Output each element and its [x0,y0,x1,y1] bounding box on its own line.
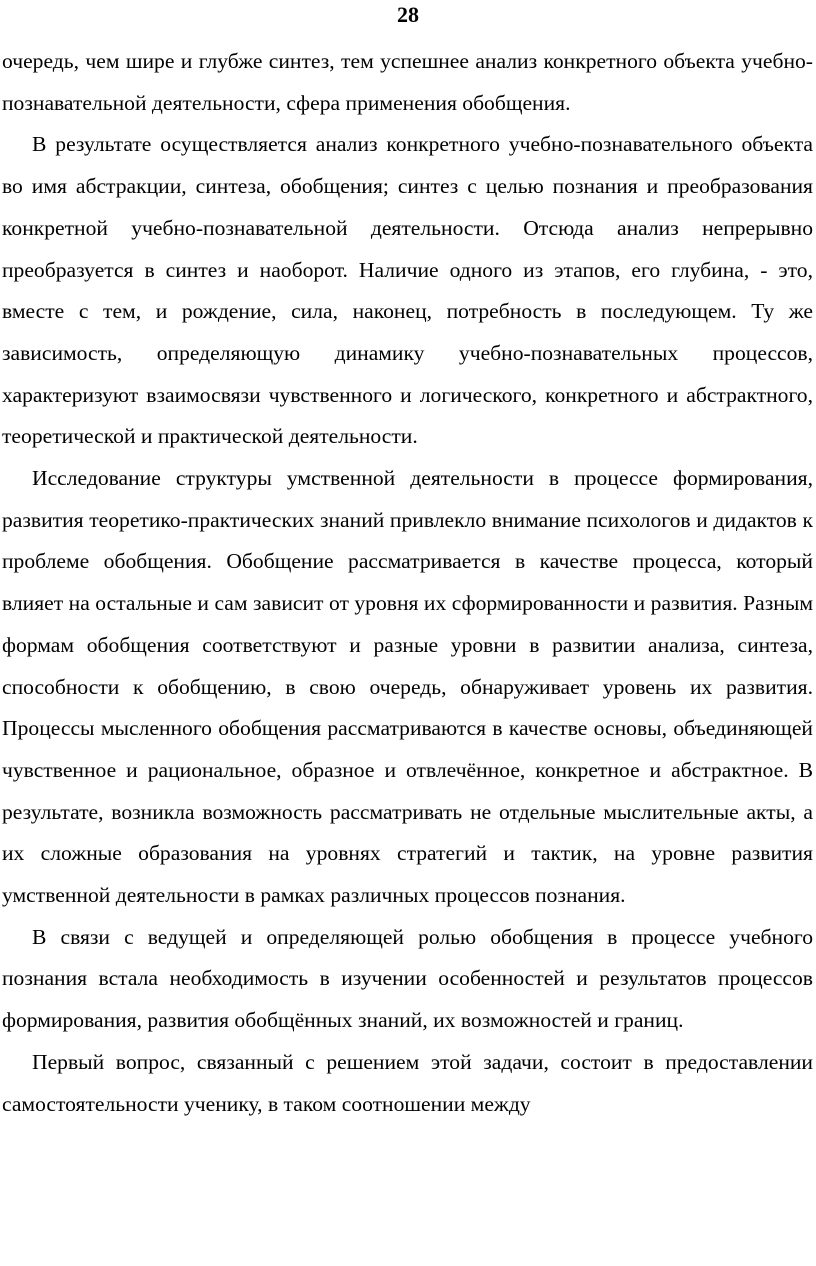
paragraph: Исследование структуры умственной деятельности в процессе формирования, развития теоретико-практических знаний привлекло внимание психологов и дидактов к проблеме обобщения. Обобщение рассматривается в качестве процесса, который влияет на остальные и сам зависит от уровня их сформированности и развития. Разным формам обобщения соответствуют и разные уровни в развитии анализа, синтеза, способности к обобщению, в свою очередь, обнаруживает уровень их развития. Процессы мысленного обобщения рассматриваются в качестве основы, объединяющей чувственное и рациональное, образное и отвлечённое, конкретное и абстрактное. В результате, возникла возможность рассматривать не отдельные мыслительные акты, а их сложные образования на уровнях стратегий и тактик, на уровне развития умственной деятельности в рамках различных процессов познания. [2,466,813,908]
document-body [2,41,813,1125]
page-number: 28 [397,2,419,27]
paragraph: Первый вопрос, связанный с решением этой задачи, состоит в предоставлении самостоятельности ученику, в таком соотношении между [2,1049,813,1116]
paragraph-continuation: очередь, чем шире и глубже синтез, тем успешнее анализ конкретного объекта учебно-познавательной деятельности, сфера применения обобщения. [2,49,813,115]
paragraph: В результате осуществляется анализ конкретного учебно-познавательного объекта во имя абстракции, синтеза, обобщения; синтез с целью познания и преобразования конкретной учебно-познавательной деятельности. Отсюда анализ непрерывно преобразуется в синтез и наоборот. Наличие одного из этапов, его глубина, - это, вместе с тем, и рождение, сила, наконец, потребность в последующем. Ту же зависимость, определяющую динамику учебно-познавательных процессов, характеризуют взаимосвязи чувственного и логического, конкретного и абстрактного, теоретической и практической деятельности. [2,132,813,449]
paragraph: В связи с ведущей и определяющей ролью обобщения в процессе учебного познания встала необходимость в изучении особенностей и результатов процессов формирования, развития обобщённых знаний, их возможностей и границ. [2,924,813,1033]
